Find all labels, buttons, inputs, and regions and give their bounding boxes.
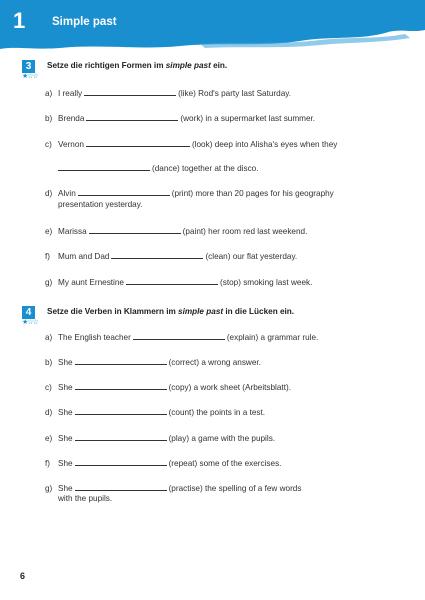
unit-title: Simple past: [52, 16, 117, 28]
answer-blank[interactable]: [86, 112, 178, 121]
exercise-item: g) My aunt Ernestine (stop) smoking last week.: [45, 278, 313, 287]
page-number: 6: [20, 571, 26, 581]
answer-blank[interactable]: [75, 457, 167, 466]
exercise-item: b) She (correct) a wrong answer.: [45, 358, 261, 367]
exercise-item: a) The English teacher (explain) a grammar rule.: [45, 333, 319, 342]
answer-blank[interactable]: [111, 250, 203, 259]
exercise-item: b) Brenda (work) in a supermarket last summer.: [45, 114, 316, 123]
exercise-item: e) She (play) a game with the pupils.: [45, 434, 276, 443]
answer-blank[interactable]: [75, 406, 167, 415]
answer-blank[interactable]: [84, 87, 176, 96]
unit-number: 1: [13, 8, 26, 33]
exercise-number-badge: 3: [22, 60, 35, 73]
exercise-item: d) She (count) the points in a test.: [45, 408, 266, 417]
difficulty-stars-icon: ★☆☆: [22, 319, 38, 326]
answer-blank[interactable]: [133, 331, 225, 340]
answer-blank[interactable]: [75, 356, 167, 365]
exercise-item: c) She (copy) a work sheet (Arbeitsblatt).: [45, 383, 291, 392]
exercise-item: d) Alvin (print) more than 20 pages for his geography: [45, 189, 334, 198]
answer-blank[interactable]: [126, 276, 218, 285]
exercise-item: g) She (practise) the spelling of a few words: [45, 484, 302, 493]
exercise-item-continuation: presentation yesterday.: [58, 200, 143, 209]
answer-blank[interactable]: [86, 138, 190, 147]
answer-blank[interactable]: [78, 187, 170, 196]
exercise-number-badge: 4: [22, 306, 35, 319]
exercise-item: c) Vernon (look) deep into Alisha's eyes when they: [45, 140, 338, 149]
answer-blank[interactable]: [75, 381, 167, 390]
exercise-item: f) Mum and Dad (clean) our flat yesterday.: [45, 252, 298, 261]
answer-blank[interactable]: [75, 482, 167, 491]
exercise-item: e) Marissa (paint) her room red last weekend.: [45, 227, 308, 236]
exercise-item: f) She (repeat) some of the exercises.: [45, 459, 282, 468]
exercise-instruction: Setze die richtigen Formen im simple past ein.: [47, 61, 228, 70]
unit-header-banner: [0, 0, 425, 52]
answer-blank[interactable]: [89, 225, 181, 234]
difficulty-stars-icon: ★☆☆: [22, 73, 38, 80]
exercise-item: a) I really (like) Rod's party last Saturday.: [45, 89, 292, 98]
exercise-item-continuation: with the pupils.: [58, 494, 113, 503]
answer-blank[interactable]: [75, 432, 167, 441]
answer-blank[interactable]: [58, 162, 150, 171]
exercise-instruction: Setze die Verben in Klammern im simple past in die Lücken ein.: [47, 307, 295, 316]
exercise-item-continuation: (dance) together at the disco.: [58, 162, 259, 173]
